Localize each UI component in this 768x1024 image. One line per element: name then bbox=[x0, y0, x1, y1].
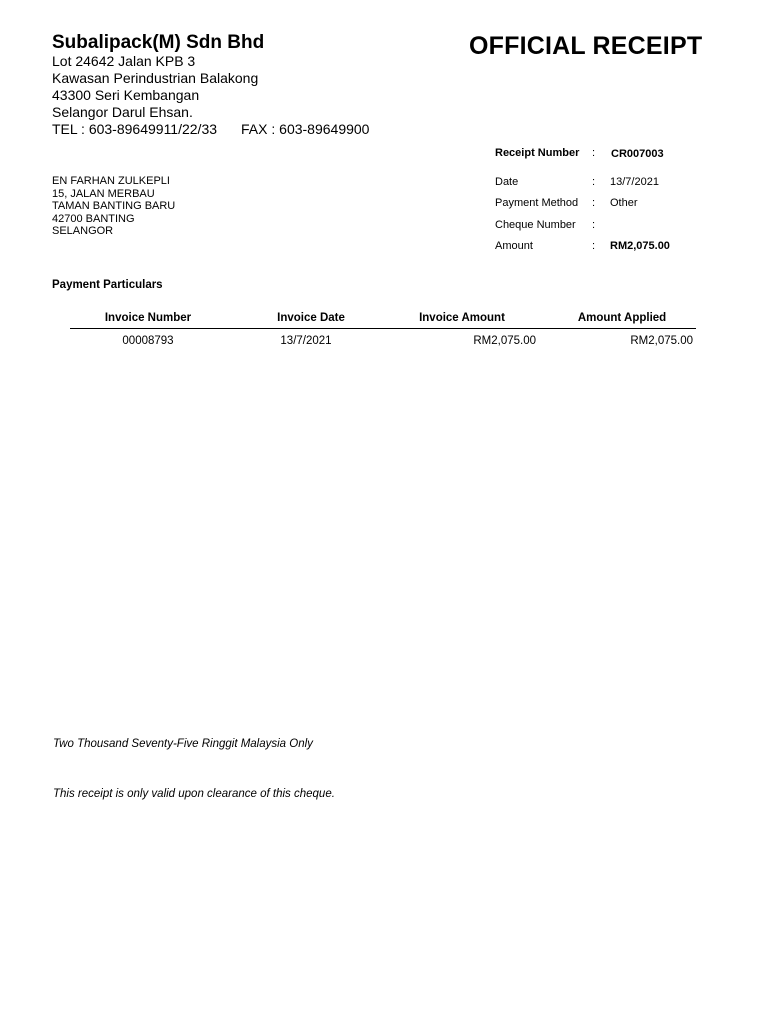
column-header-amount-applied: Amount Applied bbox=[577, 312, 667, 324]
invoice-amount-cell: RM2,075.00 bbox=[473, 335, 536, 347]
column-header-invoice-amount: Invoice Amount bbox=[419, 312, 505, 324]
receipt-number-label: Receipt Number bbox=[495, 147, 580, 159]
recipient-line: 15, JALAN MERBAU bbox=[52, 187, 155, 200]
date-value: 13/7/2021 bbox=[610, 176, 659, 188]
payment-method-colon: : bbox=[592, 197, 596, 209]
column-header-invoice-date: Invoice Date bbox=[277, 312, 345, 324]
recipient-line: SELANGOR bbox=[52, 225, 114, 237]
invoice-number-cell: 00008793 bbox=[122, 335, 174, 347]
company-address-line: Lot 24642 Jalan KPB 3 bbox=[52, 53, 196, 69]
company-address-line: 43300 Seri Kembangan bbox=[52, 87, 200, 103]
recipient-line: EN FARHAN ZULKEPLI bbox=[52, 175, 170, 187]
company-fax: FAX : 603-89649900 bbox=[241, 121, 370, 137]
company-name: Subalipack(M) Sdn Bhd bbox=[52, 32, 265, 53]
page-title: OFFICIAL RECEIPT bbox=[469, 32, 703, 60]
column-header-invoice-number: Invoice Number bbox=[104, 312, 192, 324]
date-colon: : bbox=[592, 176, 596, 188]
recipient-address bbox=[52, 175, 175, 238]
company-contact bbox=[52, 121, 369, 138]
payment-method-value: Other bbox=[610, 197, 638, 209]
date-label: Date bbox=[495, 176, 519, 188]
recipient-line: TAMAN BANTING BARU bbox=[52, 200, 176, 212]
table-header-divider bbox=[70, 328, 696, 329]
cheque-number-label: Cheque Number bbox=[495, 219, 576, 231]
amount-colon: : bbox=[592, 240, 596, 252]
company-tel: TEL : 603-89649911/22/33 bbox=[52, 121, 218, 137]
receipt-number-colon: : bbox=[592, 147, 596, 159]
amount-value: RM2,075.00 bbox=[610, 240, 670, 252]
recipient-line: 42700 BANTING bbox=[52, 212, 135, 225]
receipt-number-value: CR007003 bbox=[611, 148, 664, 160]
invoice-date-cell: 13/7/2021 bbox=[280, 335, 332, 347]
payment-particulars-title: Payment Particulars bbox=[52, 279, 163, 291]
amount-applied-cell: RM2,075.00 bbox=[630, 335, 693, 347]
company-address-line: Selangor Darul Ehsan. bbox=[52, 104, 193, 120]
company-address-line: Kawasan Perindustrian Balakong bbox=[52, 70, 259, 86]
validity-note: This receipt is only valid upon clearance of this cheque. bbox=[53, 788, 335, 800]
payment-method-label: Payment Method bbox=[495, 197, 579, 209]
amount-label: Amount bbox=[495, 240, 533, 252]
company-address bbox=[52, 53, 369, 138]
amount-in-words: Two Thousand Seventy-Five Ringgit Malaysia Only bbox=[53, 738, 313, 750]
cheque-number-colon: : bbox=[592, 219, 596, 231]
